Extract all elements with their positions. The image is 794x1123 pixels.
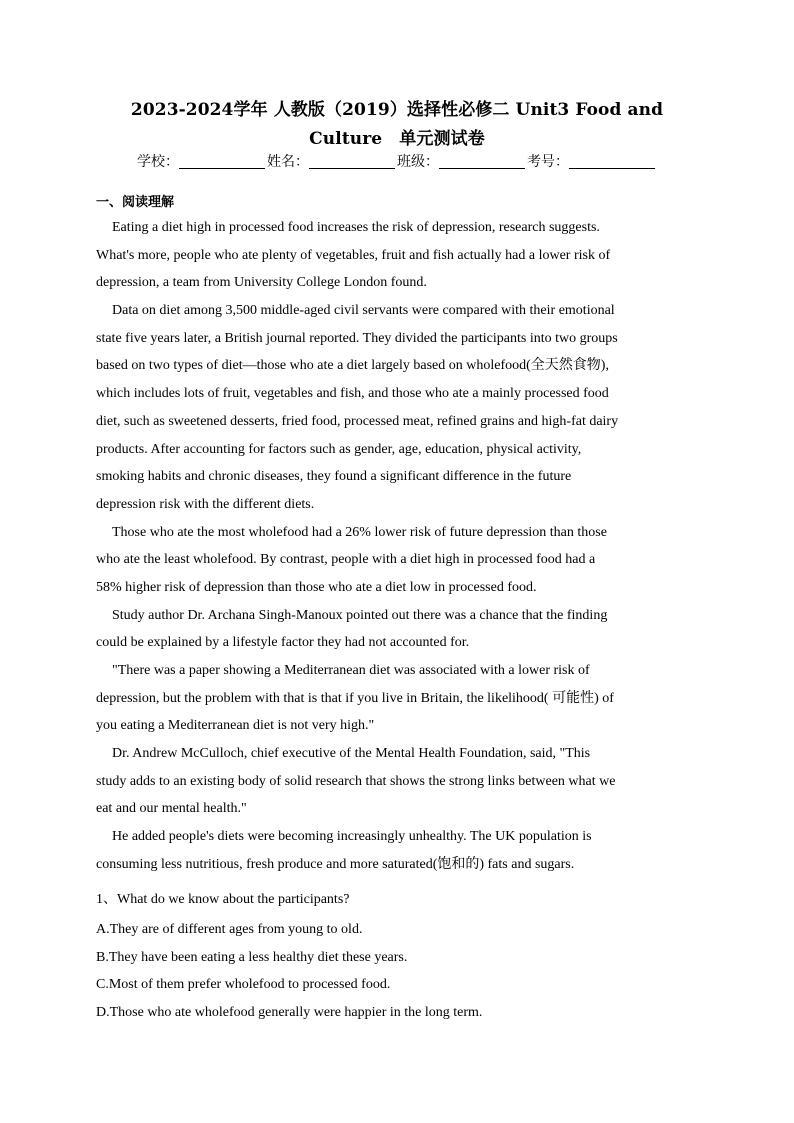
passage-line: who ate the least wholefood. By contrast, people with a diet high in processed food had a — [96, 552, 596, 568]
answer-option-a[interactable]: A.They are of different ages from young to old. — [96, 922, 363, 937]
title-line-1: 2023-2024学年 人教版（2019）选择性必修二 Unit3 Food and — [130, 100, 664, 120]
passage-line: Those who ate the most wholefood had a 26% lower risk of future depression than those — [112, 524, 607, 540]
passage-line: based on two types of diet—those who ate a diet largely based on wholefood(全天然食物), — [96, 358, 609, 374]
passage-line: Eating a diet high in processed food increases the risk of depression, research suggests. — [112, 220, 600, 235]
passage-line: consuming less nutritious, fresh produce and more saturated(饱和的) fats and sugars. — [96, 856, 575, 872]
passage-line: eat and our mental health." — [96, 801, 247, 817]
passage-line: could be explained by a lifestyle factor they had not accounted for. — [96, 635, 470, 651]
answer-option-c[interactable]: C.Most of them prefer wholefood to processed food. — [96, 977, 391, 992]
student-info-row — [96, 152, 698, 172]
passage-line: you eating a Mediterranean diet is not very high." — [96, 718, 375, 734]
exam-number-blank[interactable] — [569, 154, 655, 169]
passage-line: study adds to an existing body of solid research that shows the strong links between what we — [96, 773, 616, 789]
section-heading: 一、阅读理解 — [96, 195, 175, 210]
school-blank[interactable] — [179, 154, 265, 169]
passage-line: Dr. Andrew McCulloch, chief executive of the Mental Health Foundation, said, "This — [112, 746, 591, 762]
passage-line: What's more, people who ate plenty of vegetables, fruit and fish actually had a lower risk of — [96, 247, 611, 263]
passage-line: "There was a paper showing a Mediterranean diet was associated with a lower risk of — [112, 663, 590, 678]
passage-line: 58% higher risk of depression than those who ate a diet low in processed food. — [96, 579, 537, 595]
passage-line: which includes lots of fruit, vegetables and fish, and those who ate a mainly processed food — [96, 386, 609, 402]
passage-line: Data on diet among 3,500 middle-aged civil servants were compared with their emotional — [112, 303, 615, 319]
class-label: 班级： — [397, 154, 439, 170]
answer-option-b[interactable]: B.They have been eating a less healthy diet these years. — [96, 950, 408, 965]
school-label: 学校： — [137, 154, 179, 170]
title-line-2: Culture 单元测试卷 — [309, 129, 485, 149]
passage-line: depression, a team from University College London found. — [96, 275, 427, 291]
exam-title — [96, 96, 698, 154]
name-blank[interactable] — [309, 154, 395, 169]
passage-line: smoking habits and chronic diseases, they found a significant difference in the future — [96, 469, 572, 485]
name-label: 姓名： — [267, 154, 309, 170]
passage-line: products. After accounting for factors such as gender, age, education, physical activity, — [96, 441, 582, 457]
answer-option-d[interactable]: D.Those who ate wholefood generally were happier in the long term. — [96, 1005, 483, 1020]
passage-line: diet, such as sweetened desserts, fried food, processed meat, refined grains and high-fat dairy — [96, 413, 619, 429]
passage-line: depression risk with the different diets. — [96, 496, 315, 512]
passage-line: Study author Dr. Archana Singh-Manoux pointed out there was a chance that the finding — [112, 607, 608, 623]
passage-line: state five years later, a British journal reported. They divided the participants into two groups — [96, 330, 618, 346]
exam-number-label: 考号： — [527, 154, 569, 170]
class-blank[interactable] — [439, 154, 525, 169]
reading-passage — [96, 214, 696, 879]
passage-line: He added people's diets were becoming increasingly unhealthy. The UK population is — [112, 829, 592, 845]
question-stem: 1、What do we know about the participants? — [96, 892, 350, 907]
passage-line: depression, but the problem with that is that if you live in Britain, the likelihood( 可能性) of — [96, 690, 614, 706]
